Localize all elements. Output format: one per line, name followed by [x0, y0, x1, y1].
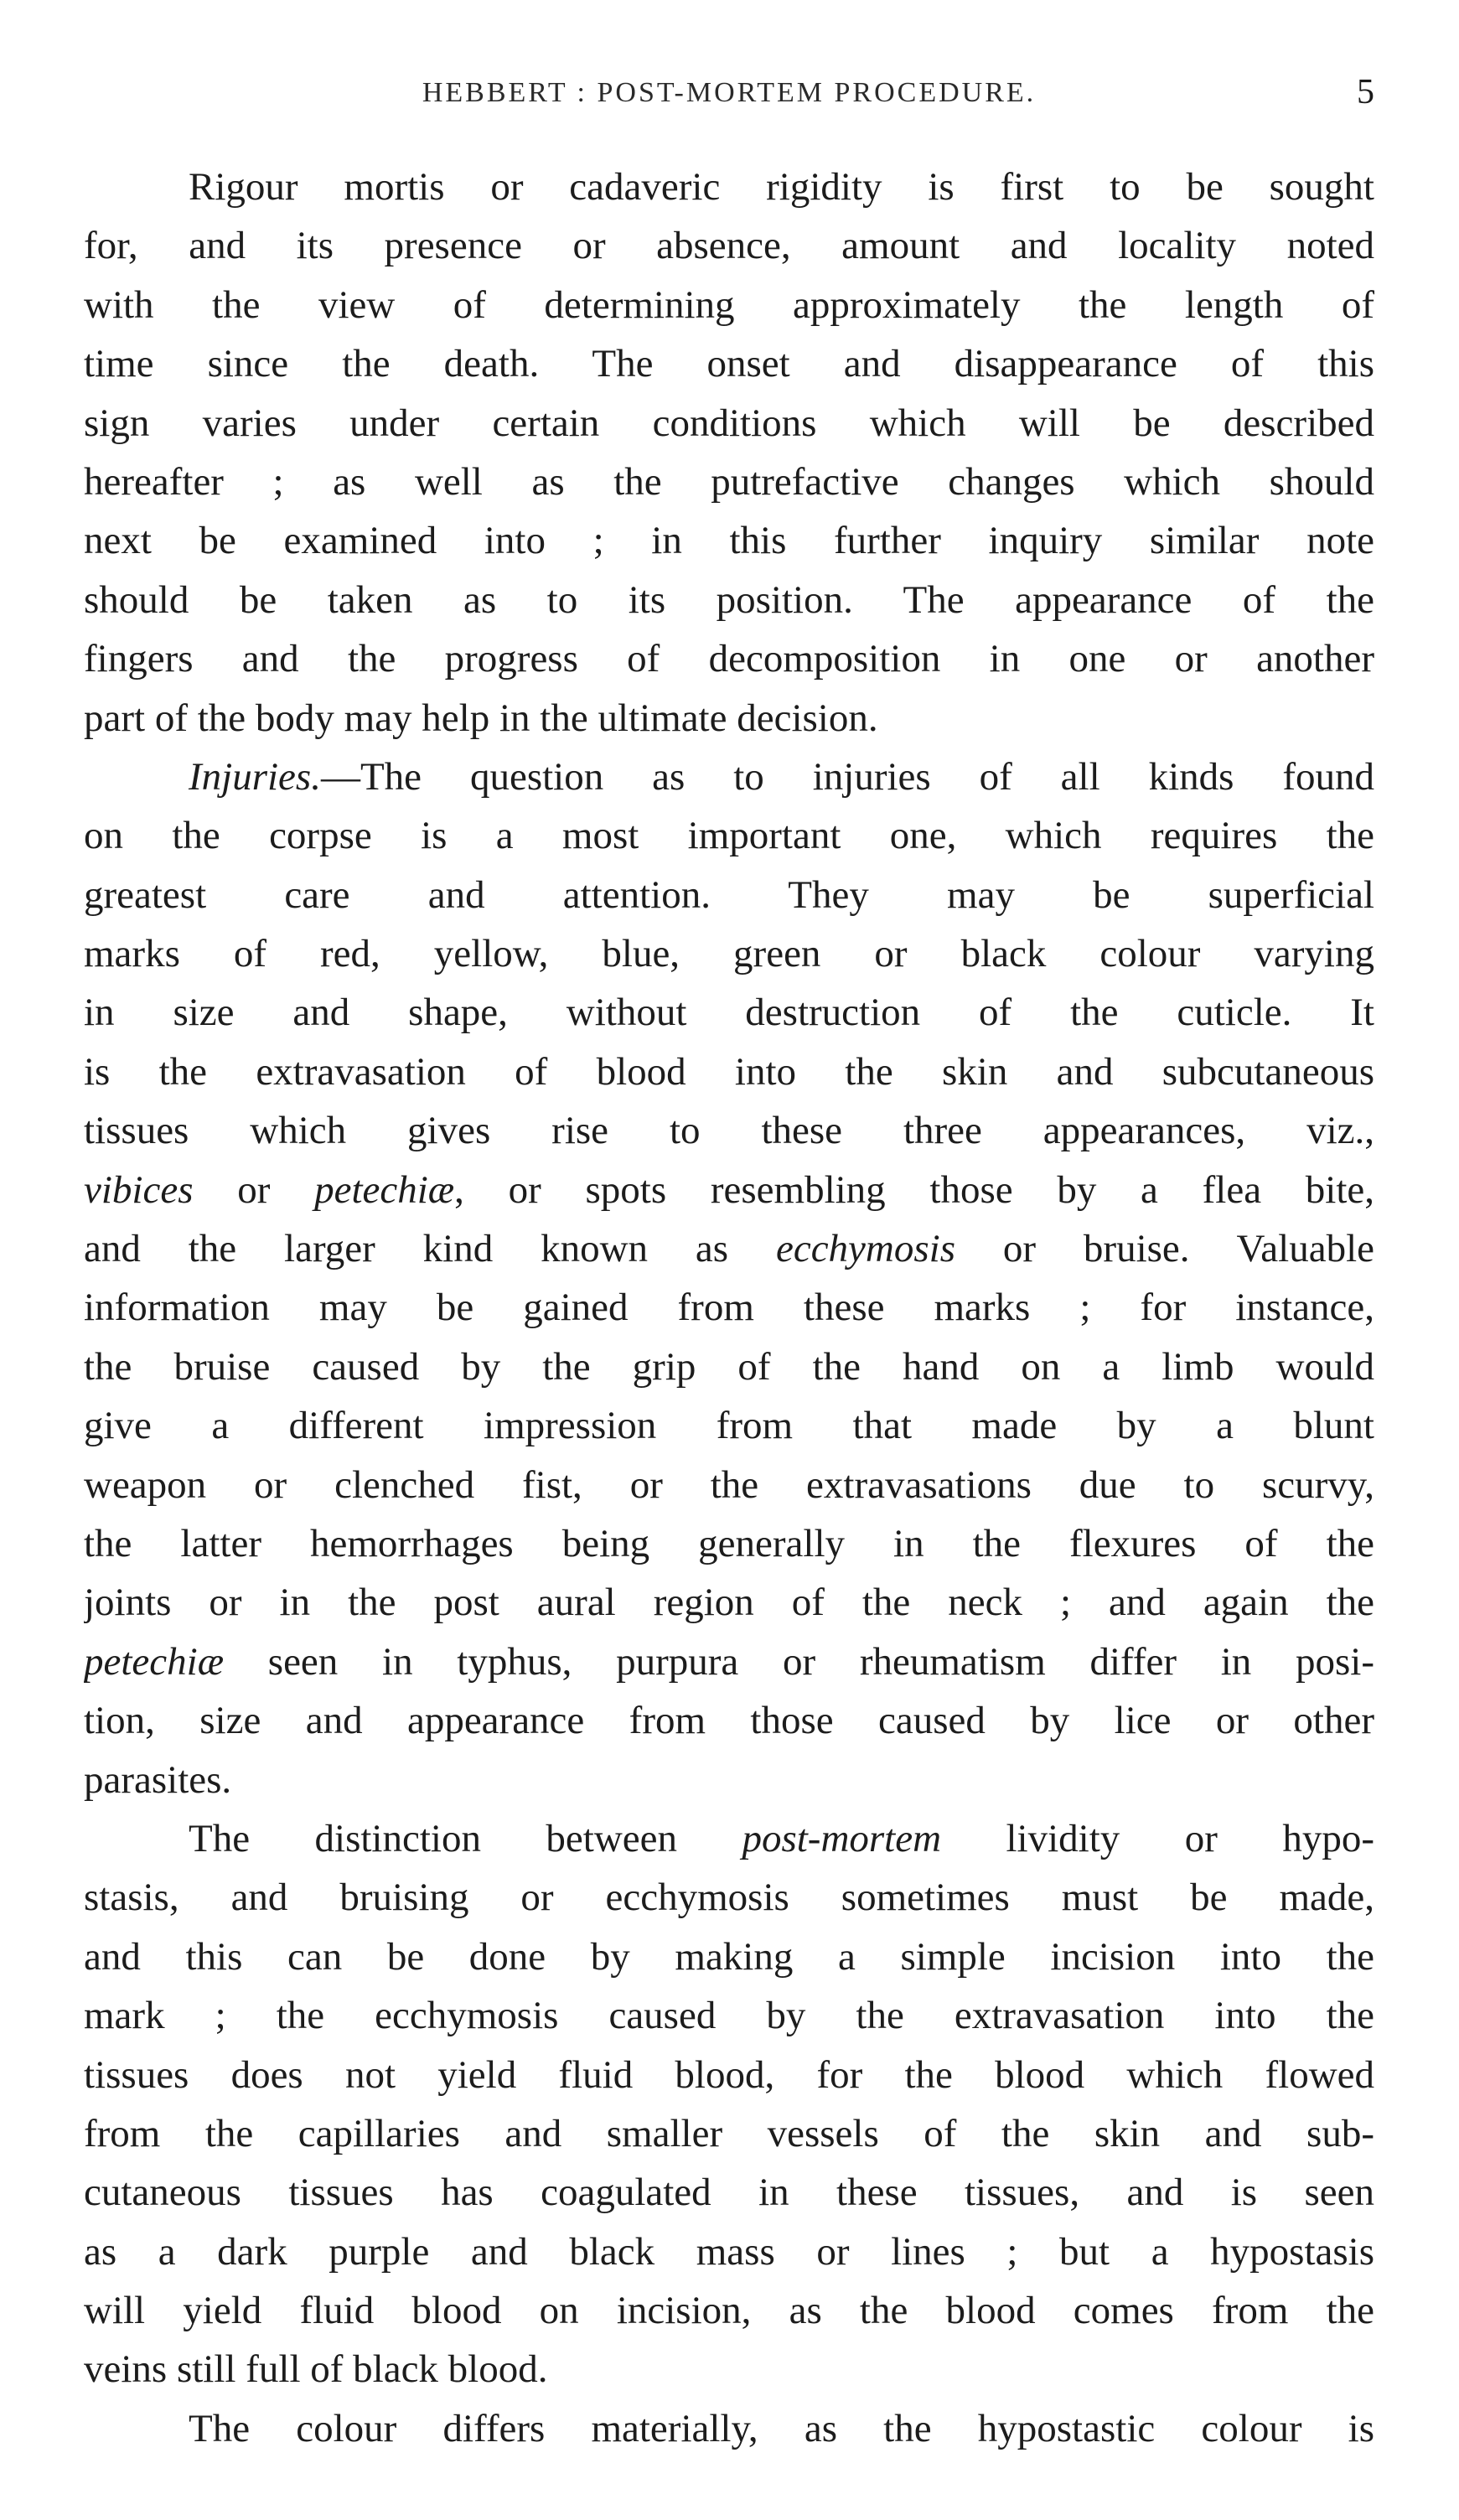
text-segment: weapon or clenched fist, or the extravasations due to scurvy, — [84, 1462, 1374, 1507]
text-segment: and this can be done by making a simple incision into the — [84, 1934, 1374, 1979]
text-line — [84, 276, 1374, 334]
text-segment: should be taken as to its position. The appearance of the — [84, 577, 1374, 622]
text-line — [84, 2163, 1374, 2222]
text-segment: , or spots resembling those by a flea bite, — [454, 1167, 1374, 1212]
text-line — [84, 1928, 1374, 1986]
text-segment: on the corpse is a most important one, which requires the — [84, 814, 1374, 858]
text-line — [84, 2399, 1374, 2458]
text-segment: sign varies under certain conditions which will be described — [84, 401, 1374, 445]
text-line — [84, 1868, 1374, 1927]
running-head — [84, 73, 1374, 119]
text-segment: will yield fluid blood on incision, as the blood comes from the — [84, 2289, 1374, 2333]
text-line — [84, 334, 1374, 393]
text-line — [84, 1573, 1374, 1632]
text-segment: the latter hemorrhages being generally in the flexures of the — [84, 1521, 1374, 1565]
text-segment: fingers and the progress of decomposition in one or another — [84, 637, 1374, 681]
text-line — [84, 2340, 1374, 2398]
text-line — [84, 1043, 1374, 1101]
text-line — [84, 453, 1374, 511]
text-segment: parasites. — [84, 1757, 232, 1802]
text-segment: seen in typhus, purpura or rheumatism differ in posi- — [224, 1639, 1374, 1684]
text-segment: tissues does not yield fluid blood, for the blood which flowed — [84, 2052, 1374, 2097]
text-line — [84, 2281, 1374, 2340]
text-line — [84, 1691, 1374, 1750]
text-segment: part of the body may help in the ultimate decision. — [84, 696, 878, 740]
text-segment: time since the death. The onset and disappearance of this — [84, 342, 1374, 386]
text-segment: mark ; the ecchymosis caused by the extravasation into the — [84, 1994, 1374, 2038]
italic-term: petechiæ — [314, 1167, 455, 1212]
text-line — [84, 1219, 1374, 1278]
text-segment: The distinction between — [189, 1816, 742, 1860]
text-line — [84, 806, 1374, 865]
text-segment: veins still full of black blood. — [84, 2347, 548, 2392]
text-line — [84, 1396, 1374, 1455]
text-segment: —The question as to injuries of all kinds found — [320, 754, 1374, 799]
text-segment: The colour differs materially, as the hypostastic colour is — [189, 2406, 1374, 2450]
text-segment: Rigour mortis or cadaveric rigidity is first to be sought — [189, 165, 1374, 209]
italic-term: Injuries. — [189, 754, 321, 799]
text-segment: marks of red, yellow, blue, green or black colour varying — [84, 932, 1374, 976]
text-segment: is the extravasation of blood into the skin and subcutaneous — [84, 1049, 1374, 1094]
text-line — [84, 511, 1374, 570]
text-segment: in size and shape, without destruction of the cuticle. It — [84, 991, 1374, 1035]
text-segment: and the larger kind known as — [84, 1227, 776, 1271]
text-segment: as a dark purple and black mass or lines ; but a hypostasis — [84, 2229, 1374, 2274]
text-line — [84, 1278, 1374, 1337]
text-segment: information may be gained from these marks ; for instance, — [84, 1286, 1374, 1330]
text-line — [84, 689, 1374, 748]
text-segment: lividity or hypo- — [941, 1816, 1374, 1860]
text-segment: joints or in the post aural region of the neck ; and again the — [84, 1581, 1374, 1625]
text-segment: or bruise. Valuable — [955, 1227, 1374, 1271]
text-segment: or — [193, 1167, 315, 1212]
text-line — [84, 1986, 1374, 2045]
italic-term: vibices — [84, 1167, 194, 1212]
text-line — [84, 571, 1374, 629]
page-number: 5 — [1357, 73, 1374, 111]
text-segment: give a different impression from that made by a blunt — [84, 1404, 1374, 1448]
text-line — [84, 158, 1374, 216]
text-line — [84, 394, 1374, 453]
italic-term: ecchymosis — [775, 1227, 955, 1271]
text-line — [84, 1809, 1374, 1868]
text-line — [84, 1456, 1374, 1514]
text-segment: stasis, and bruising or ecchymosis sometimes must be made, — [84, 1876, 1374, 1920]
text-segment: tissues which gives rise to these three appearances, viz., — [84, 1109, 1374, 1153]
text-segment: cutaneous tissues has coagulated in these tissues, and is seen — [84, 2171, 1374, 2215]
text-segment: the bruise caused by the grip of the hand on a limb would — [84, 1344, 1374, 1389]
text-line — [84, 629, 1374, 688]
text-segment: tion, size and appearance from those caused by lice or other — [84, 1699, 1374, 1743]
text-line — [84, 1161, 1374, 1219]
text-line — [84, 216, 1374, 275]
text-line — [84, 1514, 1374, 1573]
text-line — [84, 1633, 1374, 1691]
text-line — [84, 2104, 1374, 2163]
text-line — [84, 924, 1374, 983]
text-line — [84, 748, 1374, 806]
text-line — [84, 1751, 1374, 1809]
body-text — [84, 158, 1374, 2458]
text-line — [84, 1101, 1374, 1160]
text-segment: next be examined into ; in this further inquiry similar note — [84, 519, 1374, 563]
text-segment: from the capillaries and smaller vessels of the skin and sub- — [84, 2111, 1374, 2155]
text-segment: greatest care and attention. They may be superficial — [84, 872, 1374, 917]
text-line — [84, 983, 1374, 1042]
text-segment: for, and its presence or absence, amount and locality noted — [84, 224, 1374, 268]
text-line — [84, 2222, 1374, 2281]
text-segment: hereafter ; as well as the putrefactive changes which should — [84, 459, 1374, 504]
running-title: HEBBERT : POST-MORTEM PROCEDURE. — [422, 77, 1037, 108]
text-segment: with the view of determining approximately the length of — [84, 282, 1374, 327]
text-line — [84, 2046, 1374, 2104]
italic-term: petechiæ — [84, 1639, 225, 1684]
italic-term: post-mortem — [742, 1816, 942, 1860]
text-line — [84, 1338, 1374, 1396]
text-line — [84, 866, 1374, 924]
